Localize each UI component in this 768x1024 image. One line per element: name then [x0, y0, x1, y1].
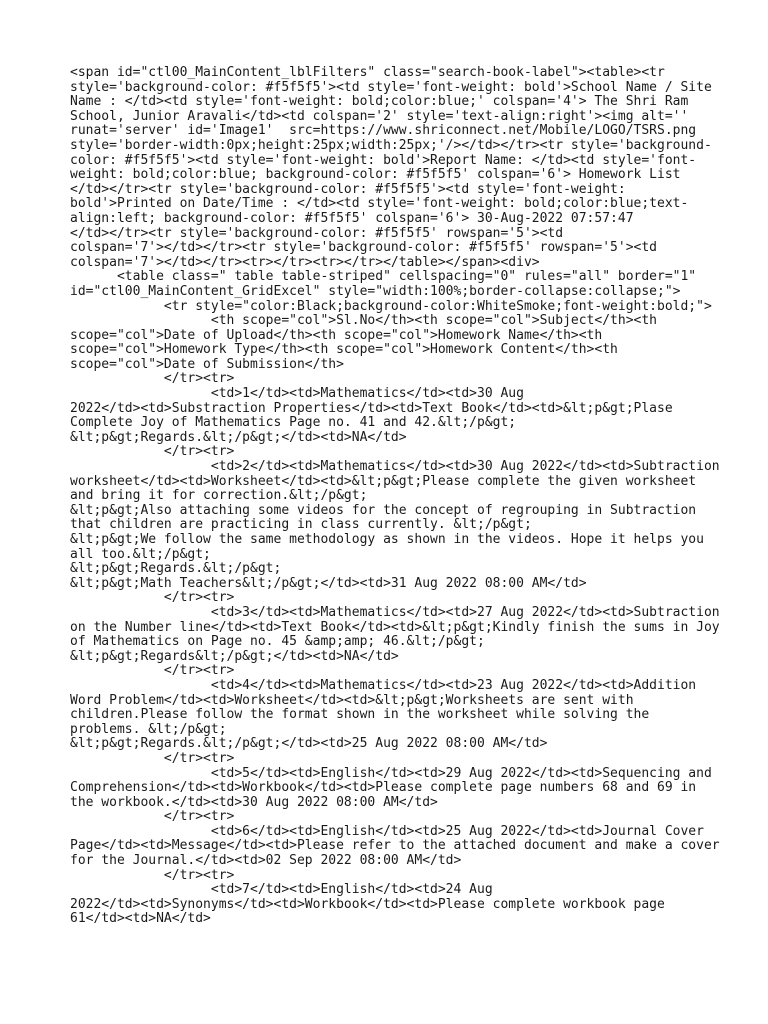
source-line: <td>2</td><td>Mathematics</td><td>30 Aug 2022</td><td>Subtraction: [70, 460, 720, 475]
source-line: &lt;p&gt;Regards.&lt;/p&gt;</td><td>25 Aug 2022 08:00 AM</td>: [70, 737, 548, 752]
source-line: </tr><tr>: [70, 591, 235, 606]
source-line: style='background-color: #f5f5f5'><td style='font-weight: bold'>School Name / Site: [70, 80, 712, 95]
source-line: Comprehension</td><td>Workbook</td><td>Please complete page numbers 68 and 69 in: [70, 781, 697, 796]
source-line: all too.&lt;/p&gt;: [70, 547, 211, 562]
source-line: 61</td><td>NA</td>: [70, 912, 211, 927]
source-line: <td>6</td><td>English</td><td>25 Aug 2022</td><td>Journal Cover: [70, 824, 704, 839]
source-line: <span id="ctl00_MainContent_lblFilters" class="search-book-label"><table><tr: [70, 66, 665, 80]
source-line: of Mathematics on Page no. 45 &amp;amp; 46.&lt;/p&gt;: [70, 635, 485, 650]
source-line: &lt;p&gt;We follow the same methodology as shown in the videos. Hope it helps you: [70, 533, 704, 547]
source-line: </tr><tr>: [70, 372, 235, 387]
source-line: <tr style="color:Black;background-color:WhiteSmoke;font-weight:bold;">: [70, 299, 712, 314]
source-line: Name : </td><td style='font-weight: bold;color:blue;' colspan='4'> The Shri Ram: [70, 95, 689, 110]
source-line: that children are practicing in class currently. &lt;/p&gt;: [70, 518, 532, 533]
source-line: children.Please follow the format shown in the worksheet while solving the: [70, 708, 650, 723]
source-line: id="ctl00_MainContent_GridExcel" style="width:100%;border-collapse:collapse;">: [70, 284, 681, 299]
source-line: <td>3</td><td>Mathematics</td><td>27 Aug 2022</td><td>Subtraction: [70, 605, 720, 620]
source-line: on the Number line</td><td>Text Book</td><td>&lt;p&gt;Kindly finish the sums in Joy: [70, 620, 720, 635]
source-line: <td>1</td><td>Mathematics</td><td>30 Aug: [70, 387, 524, 402]
source-line: &lt;p&gt;Regards.&lt;/p&gt;: [70, 562, 282, 577]
source-line: School, Junior Aravali</td><td colspan='2' style='text-align:right'><img alt='': [70, 109, 689, 124]
source-line: </td></tr><tr style='background-color: #f5f5f5' rowspan='5'><td: [70, 226, 564, 241]
source-line: <table class=" table table-striped" cellspacing="0" rules="all" border="1": [70, 270, 697, 285]
source-line: <td>5</td><td>English</td><td>29 Aug 2022</td><td>Sequencing and: [70, 766, 712, 781]
source-line: style='border-width:0px;height:25px;width:25px;'/></td></tr><tr style='background-: [70, 138, 712, 153]
source-line: 2022</td><td>Substraction Properties</td><td>Text Book</td><td>&lt;p&gt;Plase: [70, 401, 673, 416]
source-line: colspan='7'></td></tr><tr></tr><tr></tr></table></span><div>: [70, 255, 540, 270]
source-line: Complete Joy of Mathematics Page no. 41 and 42.&lt;/p&gt;: [70, 416, 517, 431]
source-line: <td>4</td><td>Mathematics</td><td>23 Aug 2022</td><td>Addition: [70, 678, 697, 693]
source-line: &lt;p&gt;Regards.&lt;/p&gt;</td><td>NA</td>: [70, 430, 407, 445]
source-line: and bring it for correction.&lt;/p&gt;: [70, 489, 368, 504]
source-line: weight: bold;color:blue; background-color: #f5f5f5' colspan='6'> Homework List: [70, 168, 681, 183]
source-line: bold'>Printed on Date/Time : </td><td style='font-weight: bold;color:blue;text-: [70, 197, 689, 212]
source-line: for the Journal.</td><td>02 Sep 2022 08:00 AM</td>: [70, 854, 462, 869]
source-line: the workbook.</td><td>30 Aug 2022 08:00 AM</td>: [70, 795, 438, 810]
source-line: Page</td><td>Message</td><td>Please refer to the attached document and make a cover: [70, 839, 720, 854]
source-line: </tr><tr>: [70, 664, 235, 679]
source-line: </tr><tr>: [70, 810, 235, 825]
source-line: Word Problem</td><td>Worksheet</td><td>&lt;p&gt;Worksheets are sent with: [70, 693, 634, 708]
source-line: align:left; background-color: #f5f5f5' colspan='6'> 30-Aug-2022 07:57:47: [70, 211, 634, 226]
source-line: &lt;p&gt;Math Teachers&lt;/p&gt;</td><td>31 Aug 2022 08:00 AM</td>: [70, 576, 587, 591]
source-line: scope="col">Date of Submission</th>: [70, 357, 344, 372]
source-line: color: #f5f5f5'><td style='font-weight: bold'>Report Name: </td><td style='font-: [70, 153, 697, 168]
html-source-text: [70, 66, 760, 927]
source-line: problems. &lt;/p&gt;: [70, 722, 227, 737]
source-line: &lt;p&gt;Also attaching some videos for the concept of regrouping in Subtraction: [70, 503, 697, 518]
source-line: scope="col">Homework Type</th><th scope="col">Homework Content</th><th: [70, 343, 618, 358]
source-line: colspan='7'></td></tr><tr style='background-color: #f5f5f5' rowspan='5'><td: [70, 241, 657, 256]
source-line: 2022</td><td>Synonyms</td><td>Workbook</td><td>Please complete workbook page: [70, 897, 665, 912]
source-line: </tr><tr>: [70, 868, 235, 883]
source-line: </tr><tr>: [70, 445, 235, 460]
source-line: scope="col">Date of Upload</th><th scope="col">Homework Name</th><th: [70, 328, 603, 343]
source-line: </tr><tr>: [70, 751, 235, 766]
source-line: <td>7</td><td>English</td><td>24 Aug: [70, 883, 493, 898]
source-line: runat='server' id='Image1' src=https://www.shriconnect.net/Mobile/LOGO/TSRS.png: [70, 124, 697, 139]
source-line: </td></tr><tr style='background-color: #f5f5f5'><td style='font-weight:: [70, 182, 626, 197]
source-line: <th scope="col">Sl.No</th><th scope="col">Subject</th><th: [70, 314, 657, 329]
source-line: worksheet</td><td>Worksheet</td><td>&lt;p&gt;Please complete the given worksheet: [70, 474, 697, 489]
source-line: &lt;p&gt;Regards&lt;/p&gt;</td><td>NA</td>: [70, 649, 399, 664]
